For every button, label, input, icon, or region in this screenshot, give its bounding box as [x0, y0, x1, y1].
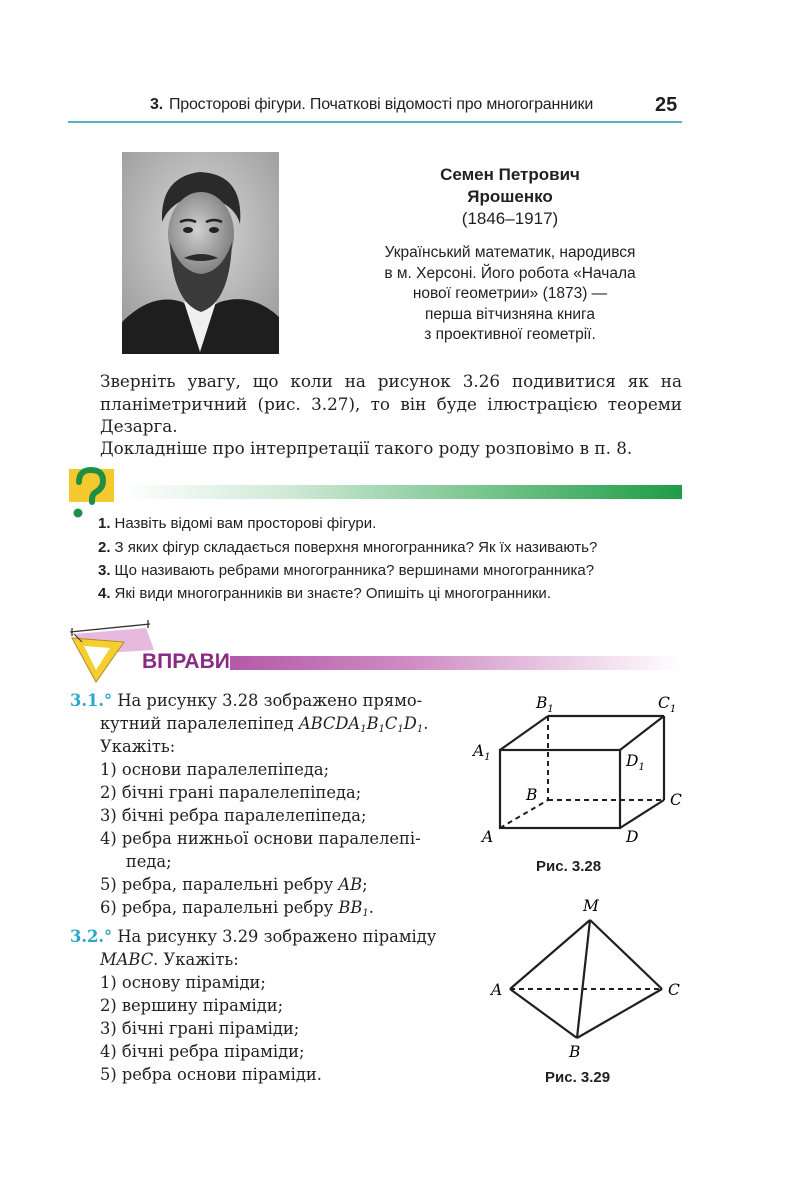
questions-bar: [122, 485, 682, 499]
question-item: [98, 539, 597, 556]
figure-3-29-pyramid: [480, 895, 690, 1065]
exercise-item-text: 5) ребра, паралельні ребру: [100, 875, 339, 894]
page-number: 25: [655, 94, 678, 116]
label-c: C: [668, 981, 680, 999]
exercise-text: Укажіть:: [100, 737, 176, 756]
label-c1: $C_1$: [658, 694, 677, 715]
question-item: [98, 585, 551, 602]
exercise-item: 5) ребра, паралельні ребру AB;: [100, 875, 368, 894]
exercise-number: 3.1.°: [70, 691, 113, 710]
pyramid-name: MABC: [100, 950, 154, 969]
exercise-text: На рисунку 3.29 зображено піраміду: [117, 927, 437, 946]
bio-name-line2: Ярошенко: [467, 187, 553, 206]
exercise-3-2-line1: [70, 926, 480, 949]
section-title: Просторові фігури. Початкові відомості про многогранники: [168, 96, 594, 113]
label-b: B: [569, 1043, 581, 1061]
label-c: C: [670, 791, 682, 809]
question-text: Які види многогранників ви знаєте? Опишіть ці многогранники.: [114, 585, 551, 602]
label-d: D: [626, 828, 639, 846]
exercises-title: ВПРАВИ: [142, 650, 230, 673]
bio-line: нової геометрии» (1873) —: [412, 285, 608, 302]
label-d1: $D_1$: [626, 752, 645, 773]
figure-3-28-caption: Рис. 3.28: [536, 858, 602, 875]
paragraph-desargues: Зверніть увагу, що коли на рисунок 3.26 подивитися як на планіметричний (рис. 3.27), то він буде ілюстрацією теореми Дезарга.: [100, 371, 682, 436]
label-b1: $B_1$: [536, 694, 554, 715]
exercise-item: 1) основи паралелепіпеда;: [100, 760, 330, 779]
section-number: 3.: [150, 96, 163, 113]
exercise-3-2-line2: [100, 949, 239, 972]
label-m: M: [583, 897, 599, 915]
question-number: 4.: [98, 585, 111, 602]
exercise-item: 6) ребра, паралельні ребру $BB_1$.: [100, 898, 374, 919]
bio-line: Український математик, народився: [384, 244, 636, 261]
exercise-item: 5) ребра основи піраміди.: [100, 1065, 322, 1084]
exercise-number: 3.2.°: [70, 927, 113, 946]
edge-name: $BB_1$: [338, 898, 369, 919]
question-text: З яких фігур складається поверхня многогранника? Як їх називають?: [114, 539, 598, 556]
exercise-item-text: 6) ребра, паралельні ребру: [100, 898, 339, 917]
label-b: B: [526, 786, 538, 804]
exercise-item: 2) бічні грані паралелепіпеда;: [100, 783, 362, 802]
exercise-item: 4) бічні ребра піраміди;: [100, 1042, 305, 1061]
bio-years: (1846–1917): [461, 209, 559, 228]
question-text: Назвіть відомі вам просторові фігури.: [114, 515, 377, 532]
label-a: A: [482, 828, 494, 846]
exercises-bar: [230, 656, 682, 670]
portrait-image: [122, 152, 279, 354]
exercise-3-1-line1: [70, 690, 460, 713]
question-item: [98, 515, 376, 532]
exercise-item: 3) бічні ребра паралелепіпеда;: [100, 806, 367, 825]
exercise-item: 4) ребра нижньої основи паралелепі-: [100, 829, 421, 848]
question-mark-icon: [69, 460, 114, 520]
bio-text: [360, 243, 660, 346]
exercise-text: кутний паралелепіпед: [100, 714, 299, 733]
bio-line: з проективної геометрії.: [424, 326, 596, 343]
figure-3-29-caption: Рис. 3.29: [545, 1069, 611, 1086]
bio-line: в м. Херсоні. Його робота «Начала: [384, 264, 636, 282]
bio-name: [360, 164, 660, 208]
question-number: 2.: [98, 539, 111, 556]
exercise-item: 1) основу піраміди;: [100, 973, 266, 992]
label-a: A: [491, 981, 503, 999]
exercise-text: На рисунку 3.28 зображено прямо-: [117, 691, 423, 710]
exercise-3-1-line2: кутний паралелепіпед $ABCDA_1B_1C_1D_1$.: [100, 714, 429, 735]
label-a1: $A_1$: [473, 742, 491, 763]
exercise-item: 2) вершину піраміди;: [100, 996, 284, 1015]
question-number: 3.: [98, 562, 111, 579]
exercise-text: . Укажіть:: [153, 950, 239, 969]
edge-name: AB: [338, 875, 363, 894]
front-face: [500, 750, 620, 828]
exercise-item: педа;: [100, 852, 172, 871]
figure-3-28-parallelepiped: [470, 690, 690, 850]
paragraph-interpretation: Докладніше про інтерпретації такого роду розповімо в п. 8.: [100, 438, 633, 458]
bio-name-line1: Семен Петрович: [440, 165, 580, 184]
question-item: [98, 562, 594, 579]
exercise-item: 3) бічні грані піраміди;: [100, 1019, 300, 1038]
question-text: Що називають ребрами многогранника? вершинами многогранника?: [114, 562, 595, 579]
running-header: [150, 96, 593, 114]
header-rule: [68, 121, 682, 123]
question-number: 1.: [98, 515, 111, 532]
bio-line: перша вітчизняна книга: [425, 305, 595, 323]
parallelepiped-name: $ABCDA_1B_1C_1D_1$: [298, 714, 424, 735]
